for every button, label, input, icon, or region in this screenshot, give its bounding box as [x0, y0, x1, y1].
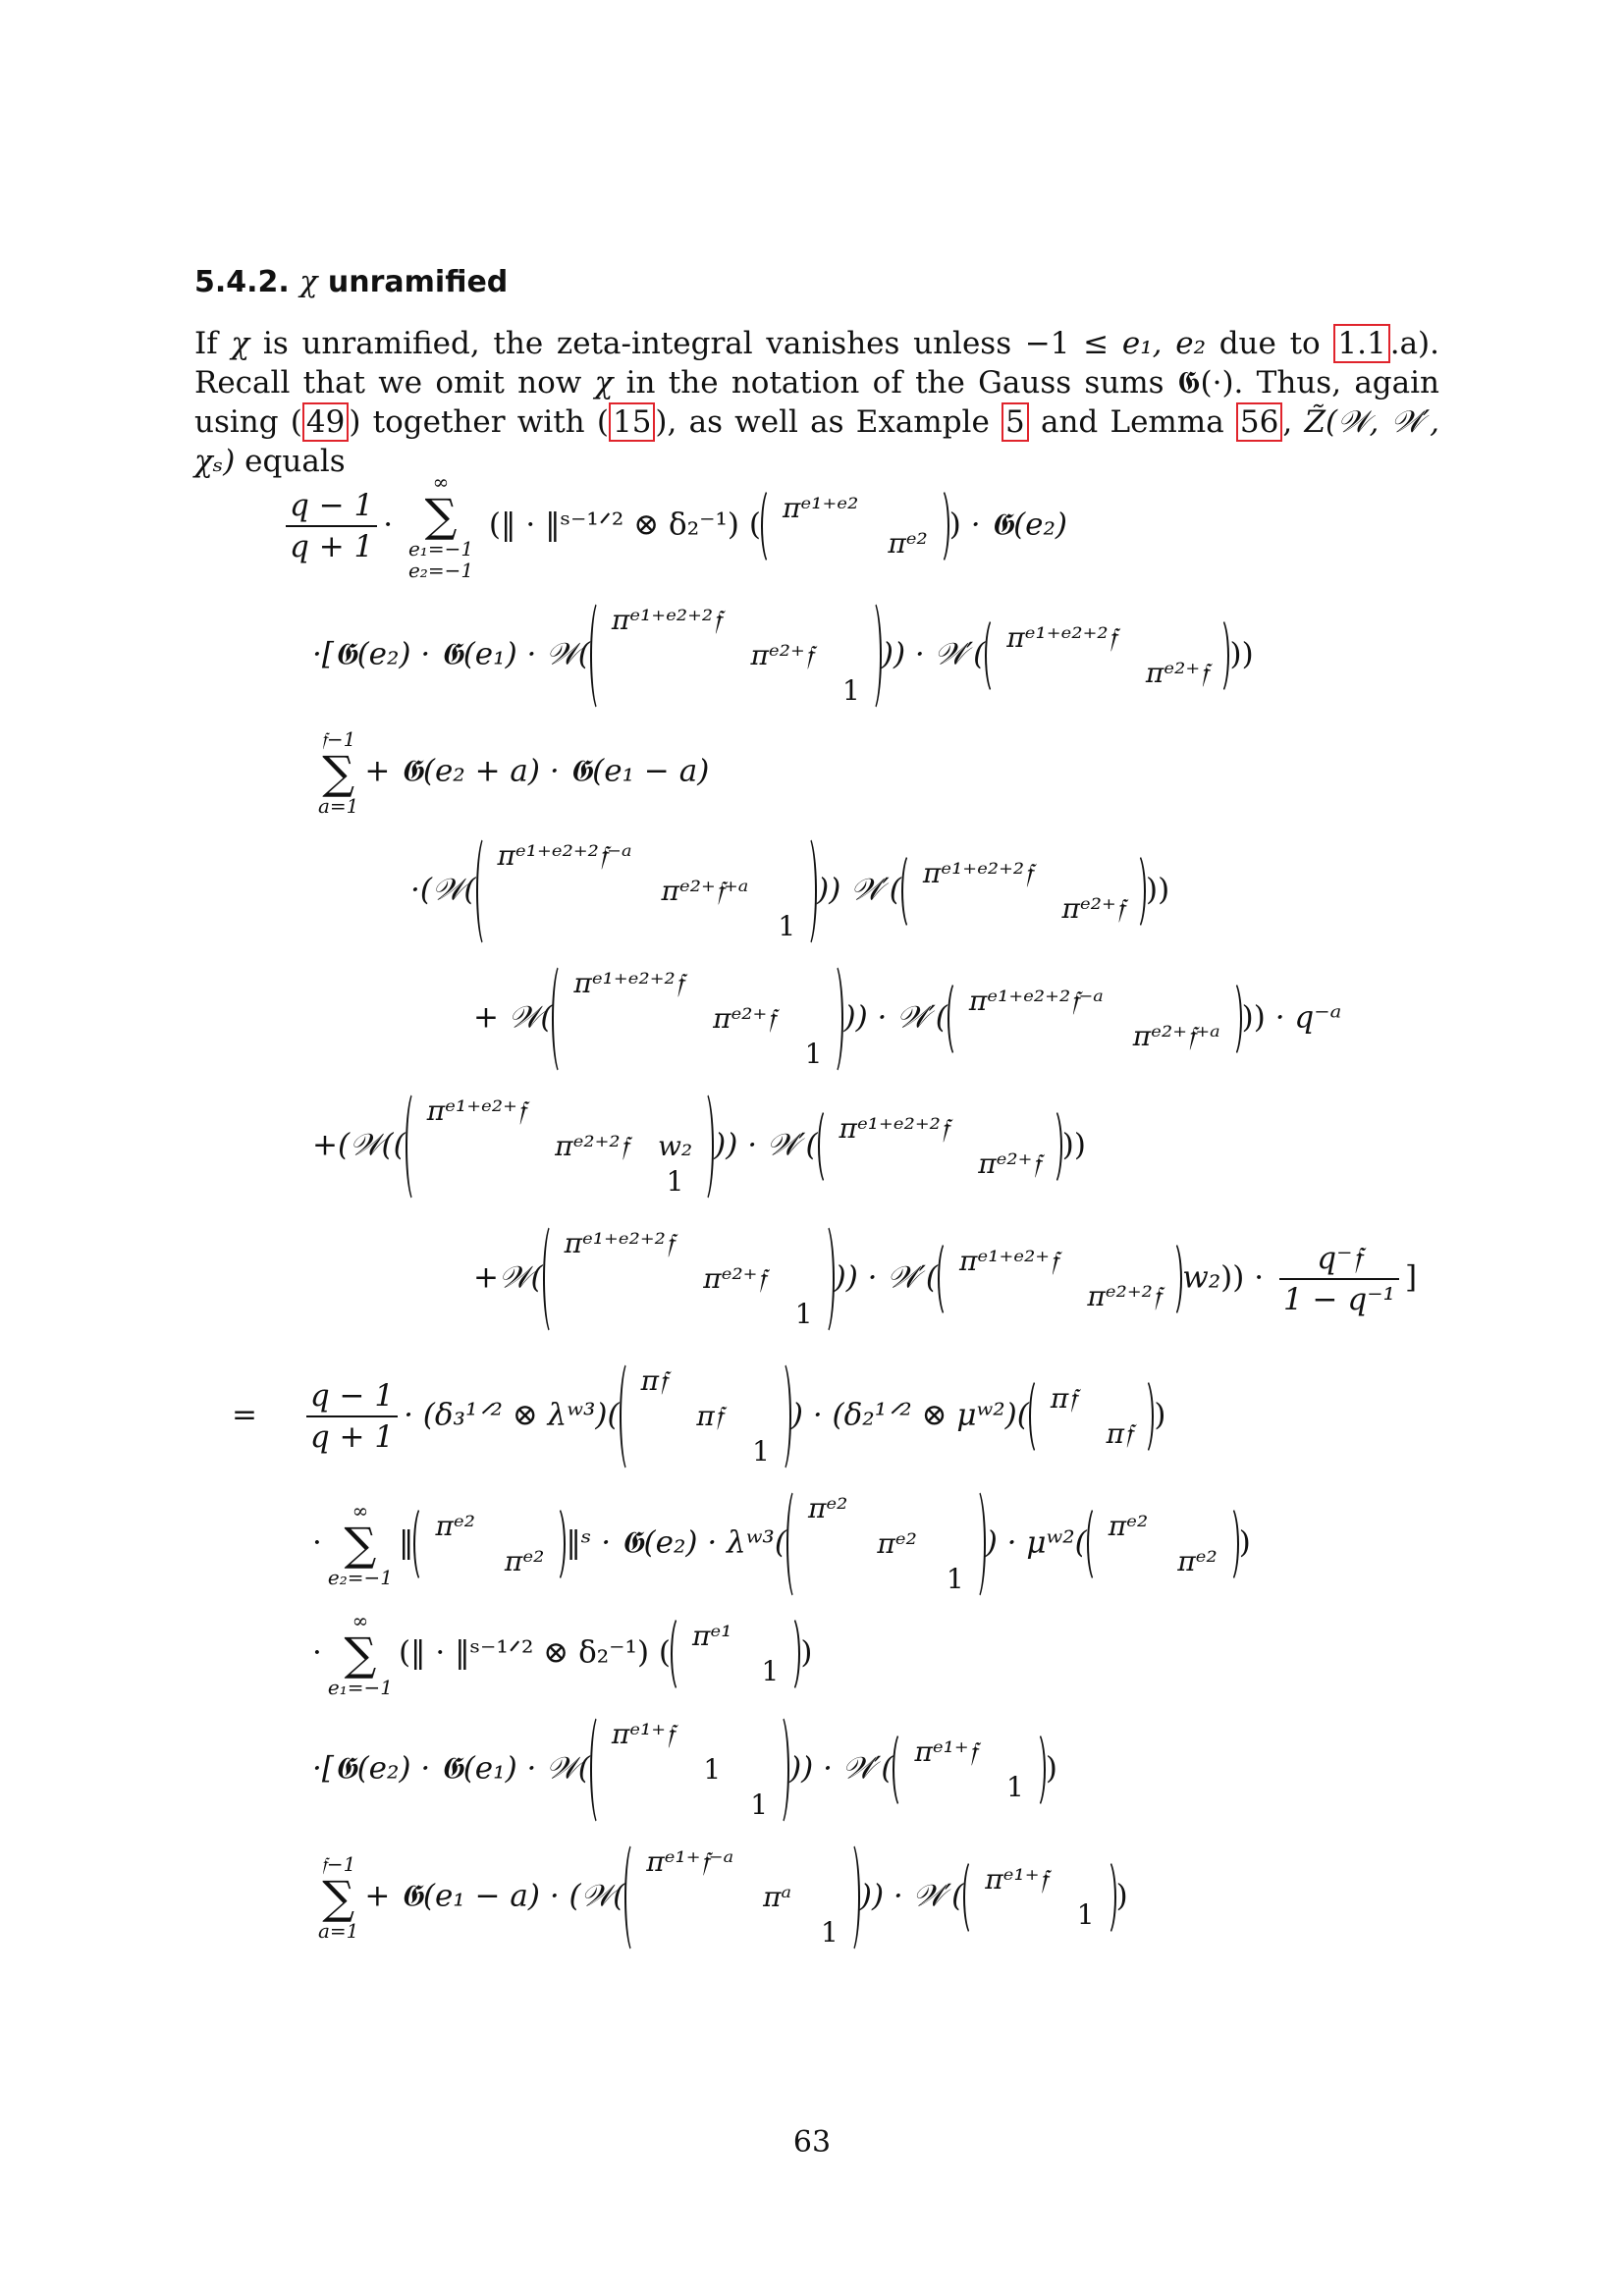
section-title: unramified: [327, 265, 509, 299]
matrix: πᵉ¹⁺𝔣 1: [893, 1731, 1045, 1809]
matrix: πᵉ¹⁺ᵉ² πᵉ²: [761, 487, 949, 565]
sum-e1: ∞ ∑ e₁=−1: [327, 1609, 393, 1699]
matrix: πᵉ² πᵉ²: [413, 1505, 566, 1583]
ref-49[interactable]: 49: [302, 402, 349, 442]
fraction: $\frac{\text{q⁻𝔣}}{\text{1 − q⁻¹}}$: [1279, 1239, 1399, 1319]
sum-a: 𝔣−1 ∑ a=1: [318, 727, 359, 818]
section-number: 5.4.2.: [194, 265, 290, 299]
matrix: πᵉ¹⁺𝔣 1 1: [590, 1713, 789, 1827]
matrix: πᵉ¹⁺ᵉ²⁺𝔣 πᵉ²⁺²𝔣 w₂ 1: [406, 1090, 714, 1203]
matrix: πᵉ¹⁺ᵉ²⁺²𝔣 πᵉ²⁺𝔣: [901, 852, 1146, 931]
ref-1-1[interactable]: 1.1: [1333, 324, 1389, 363]
eq-line-11: ·[𝕲(e₂) · 𝕲(e₁) · 𝒲( πᵉ¹⁺𝔣 1 1 )) · 𝒲′( πᵉ¹⁺𝔣 1 ): [312, 1713, 1057, 1827]
ref-15[interactable]: 15: [609, 402, 655, 442]
matrix: π𝔣 π𝔣: [1029, 1377, 1154, 1456]
sum-a: 𝔣−1 ∑ a=1: [318, 1852, 359, 1943]
eq-line-1: $\frac{q - 1}{q + 1}$ · ∞ ∑ e₁=−1 e₂=−1 (‖ · ‖ˢ⁻¹ᐟ² ⊗ δ₂⁻¹) ( πᵉ¹⁺ᵉ² πᵉ² ) · 𝕲(e₂): [280, 471, 1067, 581]
matrix: πᵉ² πᵉ² 1: [786, 1487, 986, 1601]
sum-e1e2: ∞ ∑ e₁=−1 e₂=−1: [407, 470, 474, 582]
ref-example-5[interactable]: 5: [1001, 402, 1029, 442]
eq-line-6: +(𝒲(( πᵉ¹⁺ᵉ²⁺𝔣 πᵉ²⁺²𝔣 w₂ 1 )) · 𝒲′( πᵉ¹⁺ᵉ²⁺²𝔣 πᵉ²⁺𝔣 )): [312, 1090, 1086, 1203]
matrix: πᵉ¹⁺𝔣 1: [963, 1858, 1115, 1937]
eq-line-12: 𝔣−1 ∑ a=1 + 𝕲(e₁ − a) · (𝒲( πᵉ¹⁺𝔣⁻ᵃ πᵃ 1 )) · 𝒲′( πᵉ¹⁺𝔣 1 ): [312, 1841, 1128, 1954]
eq-line-9: · ∞ ∑ e₂=−1 ‖ πᵉ² πᵉ² ‖ˢ · 𝕲(e₂) · λʷ³( πᵉ² πᵉ² 1 ) · μʷ²( πᵉ² πᵉ² ): [312, 1487, 1251, 1601]
intro-paragraph: If χ is unramified, the zeta-integral vanishes unless −1 ≤ e₁, e₂ due to 1.1 .a). Recall that we omit now χ in the notation of the Gauss sums 𝕲(·). Thus, again using ( 49 ) together with ( 15 ), as well as Example 5 and Lemma 56 , Z̃(𝒲, 𝒲′, χₛ) equals: [194, 326, 1440, 479]
page-number: 63: [792, 2125, 832, 2160]
eq-line-5: + 𝒲( πᵉ¹⁺ᵉ²⁺²𝔣 πᵉ²⁺𝔣 1 )) · 𝒲′( πᵉ¹⁺ᵉ²⁺²𝔣⁻ᵃ πᵉ²⁺𝔣⁺ᵃ )) · q⁻ᵃ: [473, 962, 1341, 1076]
eq-line-7: +𝒲( πᵉ¹⁺ᵉ²⁺²𝔣 πᵉ²⁺𝔣 1 )) · 𝒲′( πᵉ¹⁺ᵉ²⁺𝔣 πᵉ²⁺²𝔣 w₂)) · $\frac{\text{q⁻𝔣}}{\text{1 − q⁻¹}}$ ]: [473, 1222, 1417, 1336]
matrix: πᵉ¹⁺ᵉ²⁺²𝔣 πᵉ²⁺𝔣 1: [552, 962, 843, 1076]
matrix: π𝔣 π𝔣 1: [620, 1360, 791, 1473]
ref-lemma-56[interactable]: 56: [1236, 402, 1282, 442]
section-chi: χ: [299, 265, 318, 299]
matrix: πᵉ¹⁺ᵉ²⁺²𝔣 πᵉ²⁺𝔣 1: [590, 599, 882, 713]
fraction: $\frac{q - 1}{q + 1}$: [286, 486, 377, 566]
eq-line-2: ·[𝕲(e₂) · 𝕲(e₁) · 𝒲( πᵉ¹⁺ᵉ²⁺²𝔣 πᵉ²⁺𝔣 1 )) · 𝒲′( πᵉ¹⁺ᵉ²⁺²𝔣 πᵉ²⁺𝔣 )): [312, 599, 1254, 713]
matrix: πᵉ² πᵉ²: [1087, 1505, 1239, 1583]
section-heading: [194, 265, 508, 299]
matrix: πᵉ¹ 1: [671, 1615, 800, 1693]
matrix: πᵉ¹⁺ᵉ²⁺𝔣 πᵉ²⁺²𝔣: [938, 1240, 1182, 1318]
matrix: πᵉ¹⁺ᵉ²⁺²𝔣 πᵉ²⁺𝔣: [985, 616, 1229, 695]
eq-line-4: ·(𝒲( πᵉ¹⁺ᵉ²⁺²𝔣⁻ᵃ πᵉ²⁺𝔣⁺ᵃ 1 )) 𝒲′( πᵉ¹⁺ᵉ²⁺²𝔣 πᵉ²⁺𝔣 )): [410, 834, 1169, 948]
fraction: $\frac{q - 1}{q + 1}$: [306, 1376, 398, 1457]
matrix: πᵉ¹⁺ᵉ²⁺²𝔣⁻ᵃ πᵉ²⁺𝔣⁺ᵃ 1: [476, 834, 818, 948]
matrix: πᵉ¹⁺ᵉ²⁺²𝔣 πᵉ²⁺𝔣: [818, 1107, 1062, 1186]
matrix: πᵉ¹⁺ᵉ²⁺²𝔣⁻ᵃ πᵉ²⁺𝔣⁺ᵃ: [947, 980, 1242, 1058]
eq-line-3: 𝔣−1 ∑ a=1 + 𝕲(e₂ + a) · 𝕲(e₁ − a): [318, 727, 710, 818]
eq-line-8: = $\frac{q - 1}{q + 1}$ · (δ₃¹ᐟ² ⊗ λʷ³)( π𝔣 π𝔣 1 ) · (δ₂¹ᐟ² ⊗ μʷ²)( π𝔣 π𝔣 ): [232, 1360, 1165, 1473]
eq-line-10: · ∞ ∑ e₁=−1 (‖ · ‖ˢ⁻¹ᐟ² ⊗ δ₂⁻¹) ( πᵉ¹ 1 ): [312, 1609, 813, 1699]
matrix: πᵉ¹⁺ᵉ²⁺²𝔣 πᵉ²⁺𝔣 1: [543, 1222, 835, 1336]
matrix: πᵉ¹⁺𝔣⁻ᵃ πᵃ 1: [624, 1841, 860, 1954]
sum-e2: ∞ ∑ e₂=−1: [327, 1499, 393, 1589]
